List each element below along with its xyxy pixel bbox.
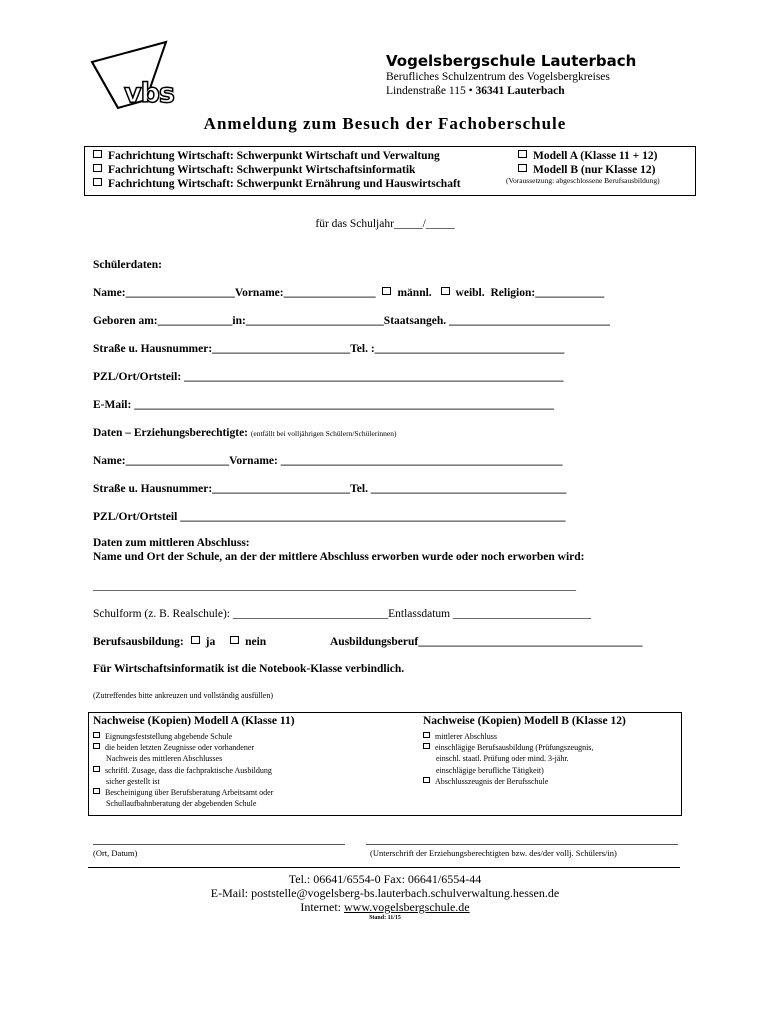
- checkbox[interactable]: [93, 788, 100, 794]
- berufsausbildung-label: Berufsausbildung:: [93, 636, 184, 648]
- list-item[interactable]: einschlägige Berufsausbildung (Prüfungszeugnis,: [423, 742, 593, 753]
- checkbox-maennl[interactable]: [382, 287, 391, 295]
- checkbox[interactable]: [518, 150, 527, 158]
- berufsausbildung-row: Berufsausbildung: ja nein: [93, 636, 267, 648]
- checkbox-ja[interactable]: [191, 636, 200, 644]
- erziehung-pzl-field[interactable]: PZL/Ort/Ortsteil ___________________________________________________________________: [93, 511, 566, 523]
- checkbox[interactable]: [423, 777, 430, 783]
- checkbox[interactable]: [423, 743, 430, 749]
- checkbox[interactable]: [93, 150, 102, 158]
- erziehung-strasse-field[interactable]: Straße u. Hausnummer:________________________Tel. __________________________________: [93, 483, 567, 495]
- nachweise-a-heading: Nachweise (Kopien) Modell A (Klasse 11): [93, 715, 295, 727]
- checkbox-weibl[interactable]: [441, 287, 450, 295]
- checkbox[interactable]: [423, 732, 430, 738]
- instruction-note: (Zutreffendes bitte ankreuzen und vollständig ausfüllen): [93, 691, 274, 700]
- nachweise-b-list: [423, 731, 593, 787]
- geboren-field[interactable]: Geboren am:_____________in:________________________Staatsangeh. ____________________________: [93, 315, 610, 327]
- list-item[interactable]: die beiden letzten Zeugnisse oder vorhandener: [93, 742, 273, 753]
- schueler-name-row[interactable]: [93, 287, 604, 299]
- erziehung-heading: Daten – Erziehungsberechtigte: (entfällt bei volljährigen Schülern/Schülerinnen): [93, 427, 397, 439]
- erziehung-note: (entfällt bei volljährigen Schülern/Schülerinnen): [250, 429, 397, 438]
- stand-label: Stand: 11/15: [369, 915, 401, 921]
- footer-email: E-Mail: poststelle@vogelsberg-bs.lauterbach.schulverwaltung.hessen.de: [210, 886, 560, 900]
- ort-datum-line[interactable]: [93, 844, 345, 845]
- logo-text: vbs: [124, 78, 174, 109]
- footer-divider: [88, 867, 680, 868]
- weibl-label: weibl.: [455, 287, 485, 299]
- school-subtitle: Berufliches Schulzentrum des Vogelsbergkreises: [386, 71, 610, 83]
- nachweise-b-heading: Nachweise (Kopien) Modell B (Klasse 12): [423, 715, 626, 727]
- modell-b-option[interactable]: Modell B (nur Klasse 12): [518, 164, 655, 176]
- maennl-label: männl.: [397, 287, 432, 299]
- schueler-name-field[interactable]: Name:___________________Vorname:________________: [93, 287, 376, 299]
- address-street: Lindenstraße 115 •: [386, 85, 473, 97]
- ort-datum-label: (Ort, Datum): [93, 848, 138, 858]
- list-item[interactable]: schriftl. Zusage, dass die fachpraktische Ausbildung: [93, 765, 273, 776]
- religion-field[interactable]: Religion:____________: [490, 287, 605, 299]
- abschluss-heading: Daten zum mittleren Abschluss:: [93, 537, 250, 549]
- list-item: Nachweis des mittleren Abschlusses: [106, 754, 223, 764]
- address-city: 36341 Lauterbach: [475, 85, 565, 97]
- school-name: Vogelsbergschule Lauterbach: [386, 52, 637, 70]
- schuljahr-field[interactable]: für das Schuljahr_____/_____: [315, 218, 455, 230]
- list-item[interactable]: mittlerer Abschluss: [423, 731, 593, 742]
- list-item: einschl. staatl. Prüfung oder mind. 3-jähr.: [436, 754, 569, 764]
- list-item: einschlägige berufliche Tätigkeit): [436, 765, 544, 775]
- notebook-note: Für Wirtschaftsinformatik ist die Notebook-Klasse verbindlich.: [93, 663, 405, 675]
- page-title: Anmeldung zum Besuch der Fachoberschule: [203, 114, 567, 133]
- list-item: sicher gestellt ist: [106, 776, 160, 786]
- schulform-field[interactable]: Schulform (z. B. Realschule): ___________________________Entlassdatum ________________________: [93, 608, 591, 620]
- abschluss-schule-field[interactable]: ____________________________________________________________________________________: [93, 580, 576, 592]
- list-item[interactable]: Eignungsfeststellung abgebende Schule: [93, 731, 273, 742]
- nachweise-a-list: [93, 731, 273, 809]
- school-logo: [88, 40, 186, 112]
- unterschrift-line[interactable]: [366, 844, 678, 845]
- list-item: Schullaufbahnberatung der abgebenden Schule: [106, 799, 257, 809]
- modell-b-note: (Voraussetzung: abgeschlossene Berufsausbildung): [506, 176, 660, 185]
- footer-internet: [0, 900, 770, 915]
- fachrichtung-option-3[interactable]: Fachrichtung Wirtschaft: Schwerpunkt Ernährung und Hauswirtschaft: [93, 178, 461, 190]
- list-item[interactable]: Abschlusszeugnis der Berufsschule: [423, 776, 593, 787]
- checkbox[interactable]: [93, 743, 100, 749]
- unterschrift-label: (Unterschrift der Erziehungsberechtigten bzw. des/der vollj. Schülers/in): [370, 848, 617, 858]
- fachrichtung-option-1[interactable]: Fachrichtung Wirtschaft: Schwerpunkt Wirtschaft und Verwaltung: [93, 150, 440, 162]
- checkbox[interactable]: [93, 732, 100, 738]
- email-field[interactable]: E-Mail: _________________________________________________________________________: [93, 399, 554, 411]
- checkbox[interactable]: [93, 766, 100, 772]
- checkbox-nein[interactable]: [230, 636, 239, 644]
- pzl-field[interactable]: PZL/Ort/Ortsteil: __________________________________________________________________: [93, 371, 564, 383]
- abschluss-question: Name und Ort der Schule, an der der mittlere Abschluss erworben wurde oder noch erworben wird:: [93, 551, 585, 563]
- internet-label: Internet:: [300, 900, 344, 914]
- fachrichtung-option-2[interactable]: Fachrichtung Wirtschaft: Schwerpunkt Wirtschaftsinformatik: [93, 164, 415, 176]
- checkbox[interactable]: [93, 178, 102, 186]
- checkbox[interactable]: [93, 164, 102, 172]
- website-link[interactable]: www.vogelsbergschule.de: [344, 900, 470, 914]
- school-address: [386, 85, 565, 97]
- strasse-field[interactable]: Straße u. Hausnummer:________________________Tel. :_________________________________: [93, 343, 565, 355]
- ausbildungsberuf-field[interactable]: Ausbildungsberuf_______________________________________: [330, 636, 643, 648]
- modell-a-option[interactable]: Modell A (Klasse 11 + 12): [518, 150, 657, 162]
- schueler-heading: Schülerdaten:: [93, 259, 162, 271]
- checkbox[interactable]: [518, 164, 527, 172]
- list-item[interactable]: Bescheinigung über Berufsberatung Arbeitsamt oder: [93, 787, 273, 798]
- footer-tel: Tel.: 06641/6554-0 Fax: 06641/6554-44: [288, 872, 482, 886]
- erziehung-name-field[interactable]: Name:__________________Vorname: _________________________________________________: [93, 455, 563, 467]
